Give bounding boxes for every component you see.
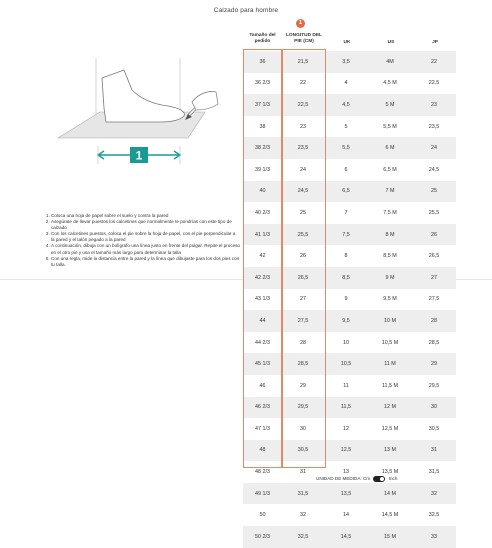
size-row xyxy=(243,526,456,548)
jp-size-cell: 26 xyxy=(412,224,456,246)
unit-toggle[interactable] xyxy=(373,476,385,482)
eu-size-cell: 41 1/3 xyxy=(243,224,282,246)
header-eu-size: Tamaño del pedido xyxy=(249,33,276,44)
uk-size-cell: 13 xyxy=(324,461,368,483)
jp-size-cell: 32 xyxy=(412,483,456,505)
jp-size-cell: 28 xyxy=(412,310,456,332)
instruction-step: 1. Coloca una hoja de papel sobre el suelo y contra la pared xyxy=(51,213,240,219)
jp-size-cell: 33 xyxy=(412,526,456,548)
jp-size-cell: 28,5 xyxy=(412,332,456,354)
foot-length-cell: 22 xyxy=(282,73,324,95)
foot-length-cell: 28,5 xyxy=(282,353,324,375)
foot-length-cell: 23 xyxy=(282,116,324,138)
us-size-cell: 13,5 M xyxy=(368,461,412,483)
eu-size-cell: 46 xyxy=(243,375,282,397)
eu-size-cell: 40 2/3 xyxy=(243,202,282,224)
eu-size-cell: 47 1/3 xyxy=(243,418,282,440)
size-row xyxy=(243,289,456,311)
jp-size-cell: 31,5 xyxy=(412,461,456,483)
foot-length-cell: 28 xyxy=(282,332,324,354)
size-row xyxy=(243,267,456,289)
us-size-cell: 11 M xyxy=(368,353,412,375)
jp-size-cell: 30,5 xyxy=(412,418,456,440)
instruction-step: 3. Con los calcetines puestos, coloca el pie sobre la hoja de papel, con el pie perpendicular a la pared y el talón pegado a la pared xyxy=(51,231,240,243)
foot-length-cell: 30 xyxy=(282,418,324,440)
jp-size-cell: 29 xyxy=(412,353,456,375)
us-size-cell: 5,5 M xyxy=(368,116,412,138)
header-us: US xyxy=(387,40,395,45)
size-row xyxy=(243,159,456,181)
foot-measure-illustration xyxy=(40,50,220,170)
eu-size-cell: 37 1/3 xyxy=(243,94,282,116)
uk-size-cell: 10 xyxy=(324,332,368,354)
eu-size-cell: 36 xyxy=(243,51,282,73)
eu-size-cell: 50 2/3 xyxy=(243,526,282,548)
foot-length-cell: 30,5 xyxy=(282,440,324,462)
eu-size-cell: 50 xyxy=(243,504,282,526)
us-size-cell: 5 M xyxy=(368,94,412,116)
us-size-cell: 12 M xyxy=(368,397,412,419)
us-size-cell: 6 M xyxy=(368,137,412,159)
us-size-cell: 7 M xyxy=(368,181,412,203)
eu-size-cell: 44 2/3 xyxy=(243,332,282,354)
jp-size-cell: 22,5 xyxy=(412,73,456,95)
foot-length-cell: 25 xyxy=(282,202,324,224)
foot-length-cell: 29,5 xyxy=(282,397,324,419)
us-size-cell: 9,5 M xyxy=(368,289,412,311)
us-size-cell: 9 M xyxy=(368,267,412,289)
header-foot-length: LONGITUD DEL PIE (CM) xyxy=(286,33,322,44)
uk-size-cell: 12,5 xyxy=(324,440,368,462)
foot-length-cell: 24 xyxy=(282,159,324,181)
unit-cm-label: Cm xyxy=(362,476,371,482)
uk-size-cell: 5 xyxy=(324,116,368,138)
eu-size-cell: 46 2/3 xyxy=(243,397,282,419)
foot-length-cell: 25,5 xyxy=(282,224,324,246)
us-size-cell: 8,5 M xyxy=(368,245,412,267)
unit-inch-label: Inch xyxy=(388,476,398,482)
us-size-cell: 11,5 M xyxy=(368,375,412,397)
jp-size-cell: 27,5 xyxy=(412,289,456,311)
size-row xyxy=(243,440,456,462)
size-row xyxy=(243,483,456,505)
instruction-step: 2. Asegúrate de llevar puestos los calcetines que normalmente te pondrías con este tipo de calzado xyxy=(51,219,240,231)
foot-length-cell: 31 xyxy=(282,461,324,483)
foot-length-cell: 31,5 xyxy=(282,483,324,505)
eu-size-cell: 48 2/3 xyxy=(243,461,282,483)
instructions xyxy=(44,213,240,268)
size-row xyxy=(243,202,456,224)
size-row xyxy=(243,224,456,246)
us-size-cell: 15 M xyxy=(368,526,412,548)
jp-size-cell: 25 xyxy=(412,181,456,203)
foot-length-cell: 23,5 xyxy=(282,137,324,159)
jp-size-cell: 32,5 xyxy=(412,504,456,526)
size-row xyxy=(243,353,456,375)
eu-size-cell: 38 2/3 xyxy=(243,137,282,159)
unit-label: UNIDAD DE MEDIDA: xyxy=(316,476,362,482)
uk-size-cell: 14,5 xyxy=(324,526,368,548)
uk-size-cell: 4 xyxy=(324,73,368,95)
unit-selector[interactable] xyxy=(316,476,397,482)
size-row xyxy=(243,310,456,332)
uk-size-cell: 12 xyxy=(324,418,368,440)
eu-size-cell: 36 2/3 xyxy=(243,73,282,95)
jp-size-cell: 30 xyxy=(412,397,456,419)
foot-length-cell: 32 xyxy=(282,504,324,526)
eu-size-cell: 44 xyxy=(243,310,282,332)
foot-length-cell: 27,5 xyxy=(282,310,324,332)
us-size-cell: 14,5 M xyxy=(368,504,412,526)
uk-size-cell: 13,5 xyxy=(324,483,368,505)
size-row xyxy=(243,245,456,267)
uk-size-cell: 8 xyxy=(324,245,368,267)
jp-size-cell: 26,5 xyxy=(412,245,456,267)
us-size-cell: 7,5 M xyxy=(368,202,412,224)
eu-size-cell: 48 xyxy=(243,440,282,462)
uk-size-cell: 14 xyxy=(324,504,368,526)
eu-size-cell: 38 xyxy=(243,116,282,138)
size-row xyxy=(243,397,456,419)
size-row xyxy=(243,332,456,354)
size-table xyxy=(243,51,456,548)
jp-size-cell: 25,5 xyxy=(412,202,456,224)
size-row xyxy=(243,116,456,138)
jp-size-cell: 23,5 xyxy=(412,116,456,138)
size-row xyxy=(243,137,456,159)
uk-size-cell: 11,5 xyxy=(324,397,368,419)
size-row xyxy=(243,51,456,73)
foot-length-cell: 29 xyxy=(282,375,324,397)
uk-size-cell: 9 xyxy=(324,289,368,311)
jp-size-cell: 27 xyxy=(412,267,456,289)
size-row xyxy=(243,73,456,95)
uk-size-cell: 11 xyxy=(324,375,368,397)
uk-size-cell: 8,5 xyxy=(324,267,368,289)
size-row xyxy=(243,375,456,397)
us-size-cell: 4,5 M xyxy=(368,73,412,95)
foot-length-cell: 21,5 xyxy=(282,51,324,73)
us-size-cell: 6,5 M xyxy=(368,159,412,181)
jp-size-cell: 31 xyxy=(412,440,456,462)
size-row xyxy=(243,94,456,116)
uk-size-cell: 10,5 xyxy=(324,353,368,375)
foot-length-cell: 24,5 xyxy=(282,181,324,203)
us-size-cell: 4M xyxy=(368,51,412,73)
uk-size-cell: 3,5 xyxy=(324,51,368,73)
instruction-step: 5. Con una regla, mide la distancia entre la pared y la línea que dibujaste para los dos pies con tu talla. xyxy=(51,256,240,268)
size-row xyxy=(243,181,456,203)
step-badge: 1 xyxy=(296,19,305,28)
us-size-cell: 12,5 M xyxy=(368,418,412,440)
uk-size-cell: 7 xyxy=(324,202,368,224)
measure-label: 1 xyxy=(135,148,143,163)
header-jp: JP xyxy=(432,40,438,45)
eu-size-cell: 42 2/3 xyxy=(243,267,282,289)
jp-size-cell: 23 xyxy=(412,94,456,116)
us-size-cell: 13 M xyxy=(368,440,412,462)
us-size-cell: 10,5 M xyxy=(368,332,412,354)
jp-size-cell: 24,5 xyxy=(412,159,456,181)
jp-size-cell: 29,5 xyxy=(412,375,456,397)
foot-length-cell: 26,5 xyxy=(282,267,324,289)
size-row xyxy=(243,418,456,440)
uk-size-cell: 5,5 xyxy=(324,137,368,159)
foot-length-cell: 27 xyxy=(282,289,324,311)
hand-shape xyxy=(192,91,218,110)
us-size-cell: 14 M xyxy=(368,483,412,505)
eu-size-cell: 45 1/3 xyxy=(243,353,282,375)
uk-size-cell: 4,5 xyxy=(324,94,368,116)
uk-size-cell: 6,5 xyxy=(324,181,368,203)
jp-size-cell: 22 xyxy=(412,51,456,73)
us-size-cell: 8 M xyxy=(368,224,412,246)
measure-arrow xyxy=(98,146,180,164)
jp-size-cell: 24 xyxy=(412,137,456,159)
uk-size-cell: 7,5 xyxy=(324,224,368,246)
size-row xyxy=(243,504,456,526)
header-uk: UK xyxy=(343,40,351,45)
foot-shape xyxy=(102,70,184,122)
uk-size-cell: 6 xyxy=(324,159,368,181)
foot-length-cell: 32,5 xyxy=(282,526,324,548)
page-title: Calzado para hombre xyxy=(213,7,279,14)
foot-length-cell: 26 xyxy=(282,245,324,267)
eu-size-cell: 43 1/3 xyxy=(243,289,282,311)
eu-size-cell: 42 xyxy=(243,245,282,267)
foot-length-cell: 22,5 xyxy=(282,94,324,116)
eu-size-cell: 40 xyxy=(243,181,282,203)
eu-size-cell: 39 1/3 xyxy=(243,159,282,181)
instruction-step: 4. A continuación, dibuja con un bolígrafo una línea justo en frente del pulgar. Repite el proceso en el otro pie y usa el tamaño más largo para determinar la talla xyxy=(51,243,240,255)
eu-size-cell: 49 1/3 xyxy=(243,483,282,505)
us-size-cell: 10 M xyxy=(368,310,412,332)
uk-size-cell: 9,5 xyxy=(324,310,368,332)
